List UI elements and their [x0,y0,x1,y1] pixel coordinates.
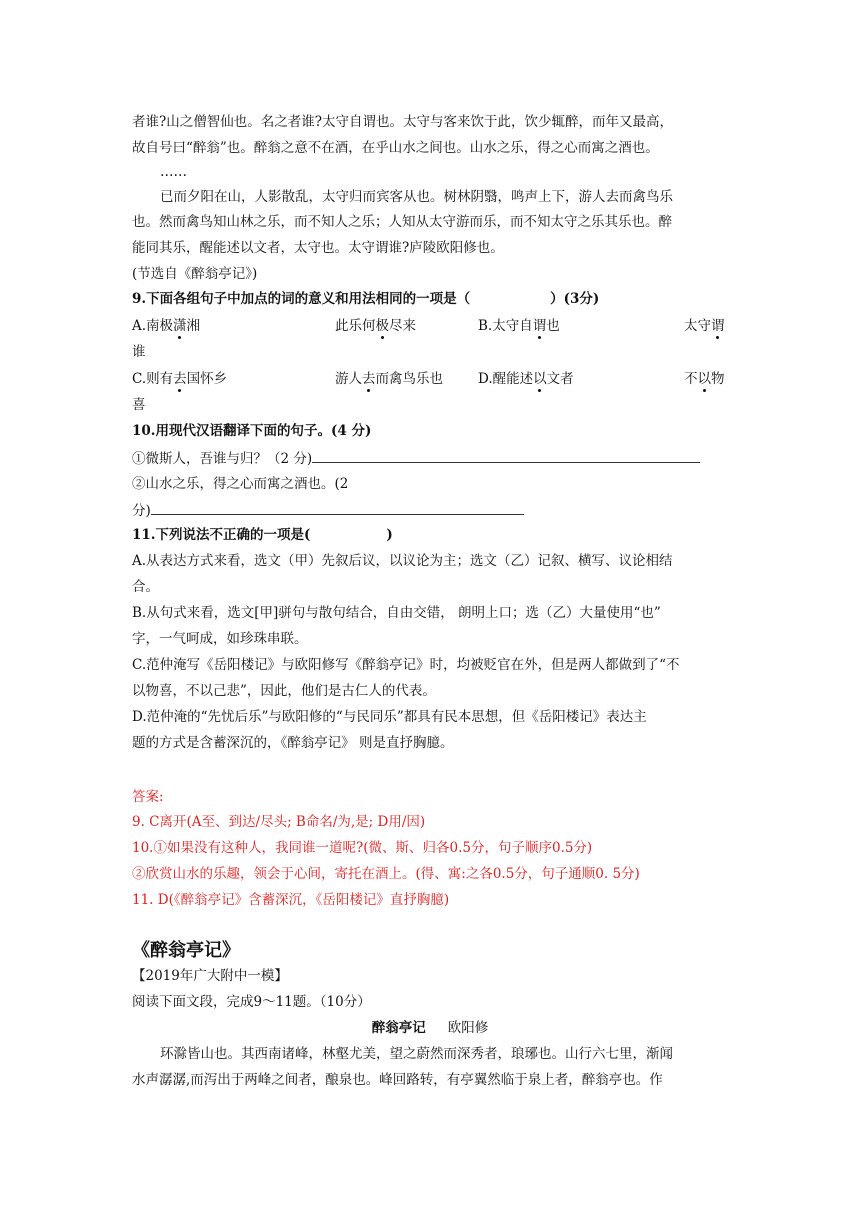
question-9-wrap: 喜 [132,397,146,413]
essay-line: 环滁皆山也。其西南诸峰，林壑尤美，望之蔚然而深秀者，琅琊也。山行六七里，渐闻 [160,1046,673,1062]
essay-title: 醉翁亭记 [371,1020,426,1036]
answer-blank[interactable] [151,500,524,515]
question-11-option-a: 合。 [132,579,159,595]
passage-source: (节选自《醉翁亭记》) [132,266,258,282]
reading-instruction: 阅读下面文段，完成9～11题。（10分） [132,994,371,1010]
passage-line: 能同其乐，醒能述以文者，太守也。太守谓谁?庐陵欧阳修也。 [132,240,504,256]
essay-author: 欧阳修 [447,1020,489,1036]
question-10-stem: 10.用现代汉语翻译下面的句子。(4 分) [132,423,372,439]
answer-blank[interactable] [312,448,700,463]
question-9-row-ab: A.南极潇湘 此乐何极尽来 B.太守自谓也 太守谓 [132,318,725,334]
answer-9: 9. C离开(A至、到达/尽头; B命名/为,是; D用/因) [132,814,426,830]
question-9-stem: 9.下面各组句子中加点的词的意义和用法相同的一项是（ ）(3分) [132,291,600,307]
question-11-option-c: C.范仲淹写《岳阳楼记》与欧阳修写《醉翁亭记》时，均被贬官在外，但是两人都做到了“不 [132,657,680,673]
question-10-sentence-2: ②山水之乐，得之心而寓之酒也。(2 [132,476,349,492]
passage-line: 故自号曰“醉翁”也。醉翁之意不在酒，在乎山水之间也。山水之乐，得之心而寓之酒也。 [132,140,659,156]
answer-10-1: 10.①如果没有这种人，我同谁一道呢?(微、斯、归各0.5分，句子顺序0.5分) [132,840,593,856]
section-title: 《醉翁亭记》 [132,940,240,961]
essay-line: 水声潺潺,而泻出于两峰之间者，酿泉也。峰回路转，有亭翼然临于泉上者，醉翁亭也。作 [132,1072,663,1088]
question-11-stem: 11.下列说法不正确的一项是( ) [132,527,393,543]
question-10-sentence-1: ①微斯人，吾谁与归？（2 分) [132,448,700,469]
question-11-option-d: D.范仲淹的“先忧后乐”与欧阳修的“与民同乐”都具有民本思想，但《岳阳楼记》表达主 [132,709,647,725]
question-11-option-b: 字，一气呵成，如珍珠串联。 [132,631,308,647]
exam-source: 【2019年广大附中一模】 [132,968,288,984]
answers-label: 答案: [132,789,164,805]
question-9-wrap: 谁 [132,344,146,360]
question-11-option-d: 题的方式是含蓄深沉的，《醉翁亭记》 则是直抒胸臆。 [132,735,454,751]
essay-heading [0,1018,860,1038]
question-11-option-a: A.从表达方式来看，选文（甲）先叙后议，以议论为主；选文（乙）记叙、横写、议论相结 [132,553,673,569]
question-10-sentence-2-wrap: 分) [132,500,524,521]
passage-line: 者谁?山之僧智仙也。名之者谁?太守自谓也。太守与客来饮于此，饮少辄醉，而年又最高， [132,114,673,130]
passage-line: 已而夕阳在山，人影散乱，太守归而宾客从也。树林阴翳，鸣声上下，游人去而禽鸟乐 [160,189,673,205]
answer-11: 11. D(《醉翁亭记》含蓄深沉，《岳阳楼记》直抒胸臆) [132,892,450,908]
answer-10-2: ②欣赏山水的乐趣，领会于心间，寄托在酒上。(得、寓:之各0.5分，句子通顺0. 5分) [132,866,640,882]
question-11-option-b: B.从句式来看，选文[甲]骈句与散句结合，自由交错， 朗明上口；选（乙）大量使用“也” [132,605,661,621]
passage-line: 也。然而禽鸟知山林之乐，而不知人之乐；人知从太守游而乐，而不知太守之乐其乐也。醉 [132,214,672,230]
passage-ellipsis: …… [160,164,187,180]
question-9-row-cd: C.则有去国怀乡 游人去而禽鸟乐也 D.醒能述以文者 不以物 [132,371,725,387]
question-11-option-c: 以物喜，不以己悲”，因此，他们是古仁人的代表。 [132,683,436,699]
